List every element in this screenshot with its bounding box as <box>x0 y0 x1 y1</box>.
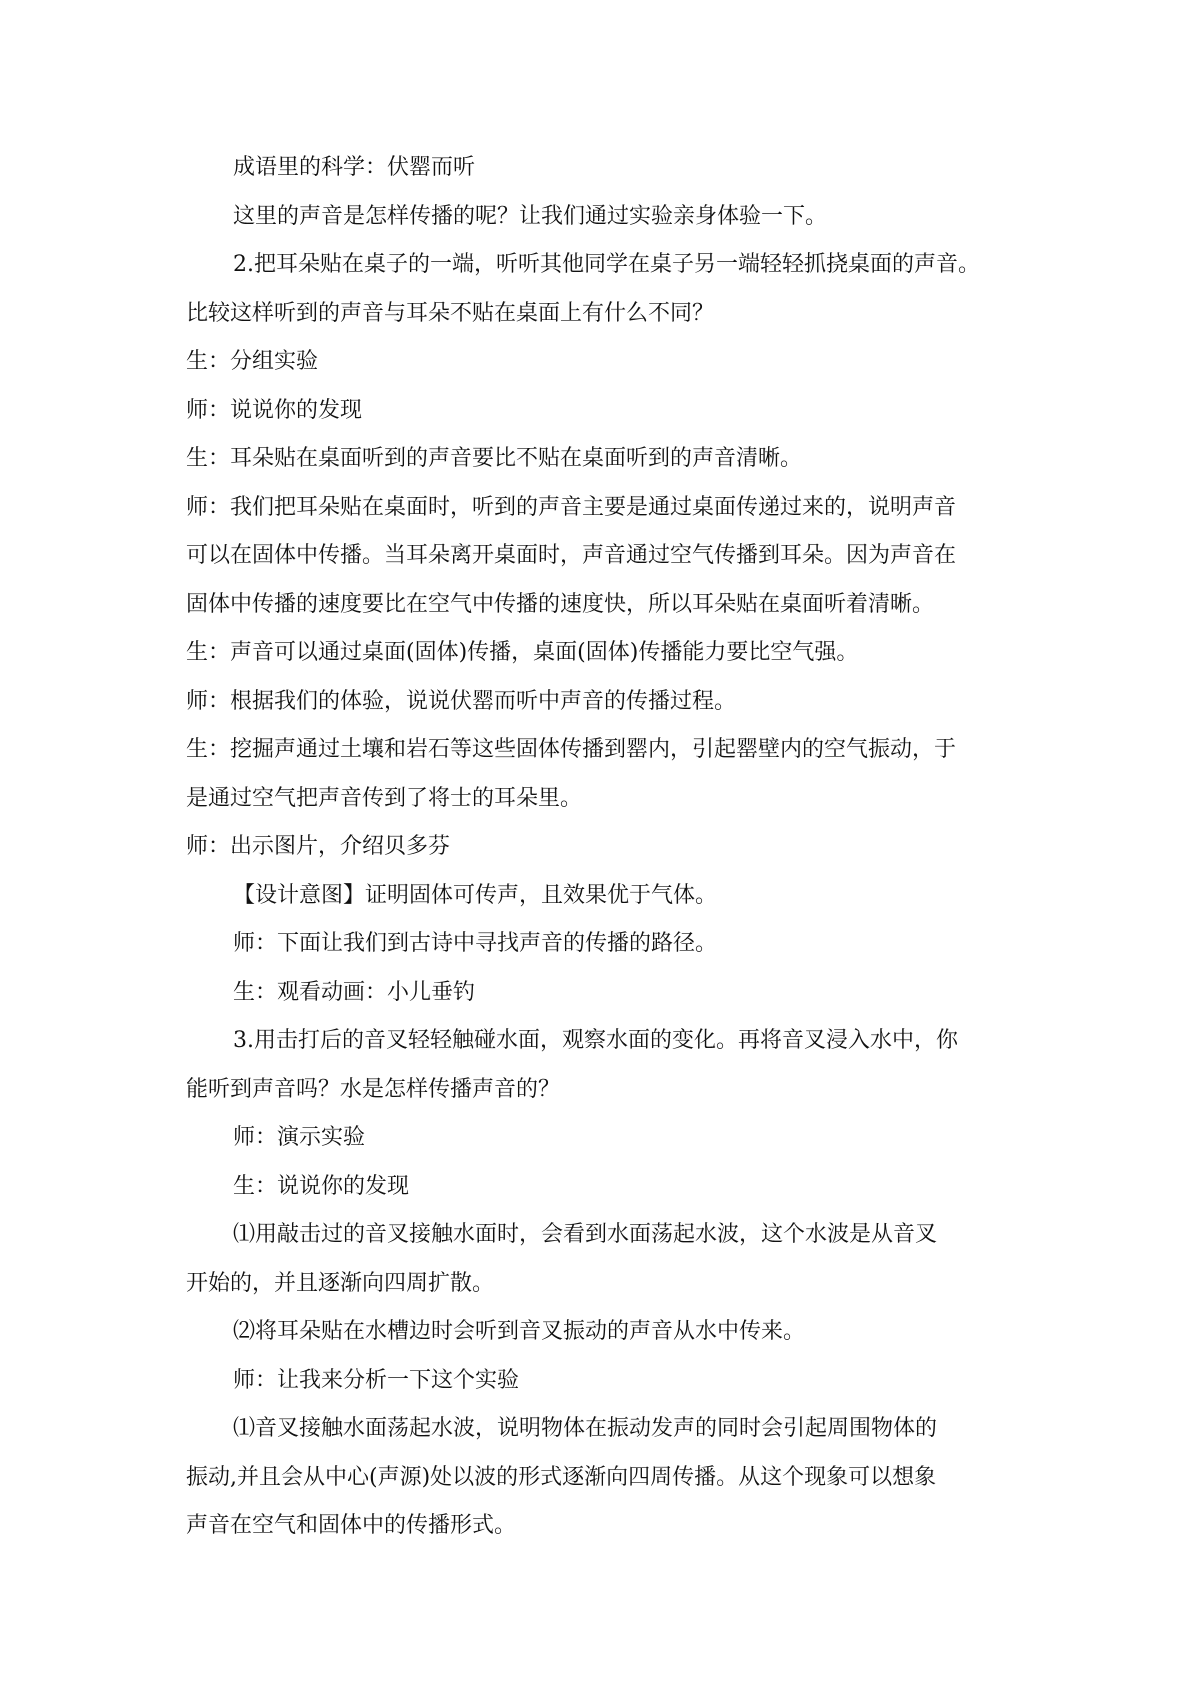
text-line: 师：说说你的发现 <box>186 397 363 423</box>
document-body <box>186 144 1066 1551</box>
text-line: 固体中传播的速度要比在空气中传播的速度快，所以耳朵贴在桌面听着清晰。 <box>186 591 935 617</box>
text-line: ⑴用敲击过的音叉接触水面时，会看到水面荡起水波，这个水波是从音叉 <box>233 1222 938 1247</box>
text-line: 生：挖掘声通过土壤和岩石等这些固体传播到罂内，引起罂壁内的空气振动，于 <box>186 737 957 762</box>
text-line: 师：出示图片，介绍贝多芬 <box>186 834 451 859</box>
text-line: 开始的，并且逐渐向四周扩散。 <box>186 1270 495 1296</box>
text-line: 生：分组实验 <box>186 349 319 374</box>
text-line: 师：下面让我们到古诗中寻找声音的传播的路径。 <box>233 931 718 956</box>
text-line: 生：耳朵贴在桌面听到的声音要比不贴在桌面听到的声音清晰。 <box>186 446 803 471</box>
text-line: 生：声音可以通过桌面(固体)传播，桌面(固体)传播能力要比空气强。 <box>186 640 859 665</box>
text-line: 生：观看动画：小儿垂钓 <box>233 979 476 1005</box>
text-line: 是通过空气把声音传到了将士的耳朵里。 <box>186 785 583 811</box>
text-line: 【设计意图】证明固体可传声，且效果优于气体。 <box>233 882 718 908</box>
text-line: 2.把耳朵贴在桌子的一端，听听其他同学在桌子另一端轻轻抓挠桌面的声音。 <box>233 252 980 277</box>
text-line: 生：说说你的发现 <box>233 1173 410 1199</box>
text-line: 成语里的科学：伏罂而听 <box>233 155 476 180</box>
text-line: 师：根据我们的体验，说说伏罂而听中声音的传播过程。 <box>186 688 737 714</box>
text-line: 能听到声音吗？水是怎样传播声音的？ <box>186 1076 561 1102</box>
text-line: ⑵将耳朵贴在水槽边时会听到音叉振动的声音从水中传来。 <box>233 1319 806 1344</box>
text-line: 师：让我来分析一下这个实验 <box>233 1367 520 1393</box>
text-line: 振动,并且会从中心(声源)处以波的形式逐渐向四周传播。从这个现象可以想象 <box>186 1464 937 1490</box>
text-line: 这里的声音是怎样传播的呢？让我们通过实验亲身体验一下。 <box>233 203 828 229</box>
text-line: 师：演示实验 <box>233 1125 366 1150</box>
text-line: 3.用击打后的音叉轻轻触碰水面，观察水面的变化。再将音叉浸入水中，你 <box>233 1028 958 1053</box>
text-line: 可以在固体中传播。当耳朵离开桌面时，声音通过空气传播到耳朵。因为声音在 <box>186 543 957 568</box>
text-line: 比较这样听到的声音与耳朵不贴在桌面上有什么不同？ <box>186 300 715 326</box>
text-line: ⑴音叉接触水面荡起水波，说明物体在振动发声的同时会引起周围物体的 <box>233 1416 938 1441</box>
text-line: 师：我们把耳朵贴在桌面时，听到的声音主要是通过桌面传递过来的，说明声音 <box>186 494 957 520</box>
text-line: 声音在空气和固体中的传播形式。 <box>186 1513 517 1538</box>
